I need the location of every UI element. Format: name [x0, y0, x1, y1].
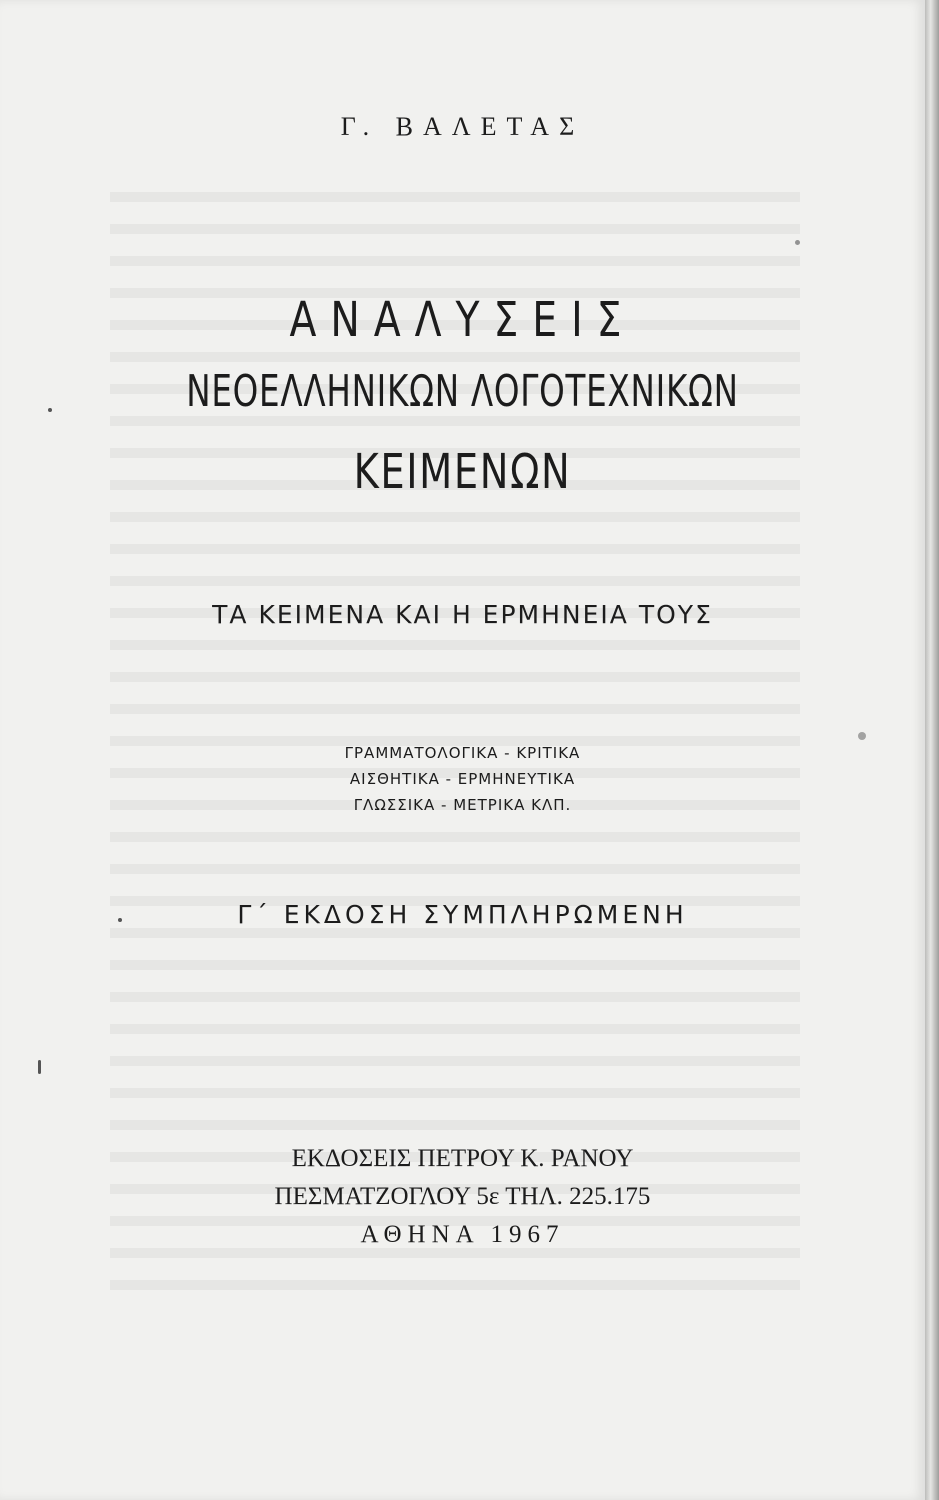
- speck-mark: [858, 732, 866, 740]
- feature-line: ΓΛΩΣΣΙΚΑ - ΜΕΤΡΙΚΑ ΚΛΠ.: [353, 796, 572, 814]
- publisher-block: [0, 1140, 925, 1254]
- speck-mark: [795, 240, 800, 245]
- speck-mark: [38, 1060, 41, 1074]
- publisher-address: ΠΕΣΜΑΤΖΟΓΛΟΥ 5ε ΤΗΛ. 225.175: [274, 1183, 651, 1210]
- speck-mark: [48, 408, 52, 412]
- subtitle: ΤΑ ΚΕΙΜΕΝΑ ΚΑΙ Η ΕΡΜΗΝΕΙΑ ΤΟΥΣ: [212, 600, 713, 629]
- feature-line: ΓΡΑΜΜΑΤΟΛΟΓΙΚΑ - ΚΡΙΤΙΚΑ: [344, 744, 581, 762]
- author-name: Γ. ΒΑΛΕΤΑΣ: [340, 112, 585, 141]
- feature-line: ΑΙΣΘΗΤΙΚΑ - ΕΡΜΗΝΕΥΤΙΚΑ: [349, 770, 576, 788]
- page-stack-edge: [925, 0, 939, 1500]
- title-line-2: ΝΕΟΕΛΛΗΝΙΚΩΝ ΛΟΓΟΤΕΧΝΙΚΩΝ: [186, 366, 739, 417]
- title-line-1: ΑΝΑΛΥΣΕΙΣ: [289, 292, 636, 348]
- publication-city-year: ΑΘΗΝΑ 1967: [360, 1221, 565, 1248]
- features-list: [0, 740, 925, 818]
- title-line-3: ΚΕΙΜΕΝΩΝ: [353, 444, 572, 500]
- edition-label: Γ΄ ΕΚΔΟΣΗ ΣΥΜΠΛΗΡΩΜΕΝΗ: [237, 900, 688, 929]
- publisher-name: ΕΚΔΟΣΕΙΣ ΠΕΤΡΟΥ Κ. ΡΑΝΟΥ: [291, 1145, 634, 1172]
